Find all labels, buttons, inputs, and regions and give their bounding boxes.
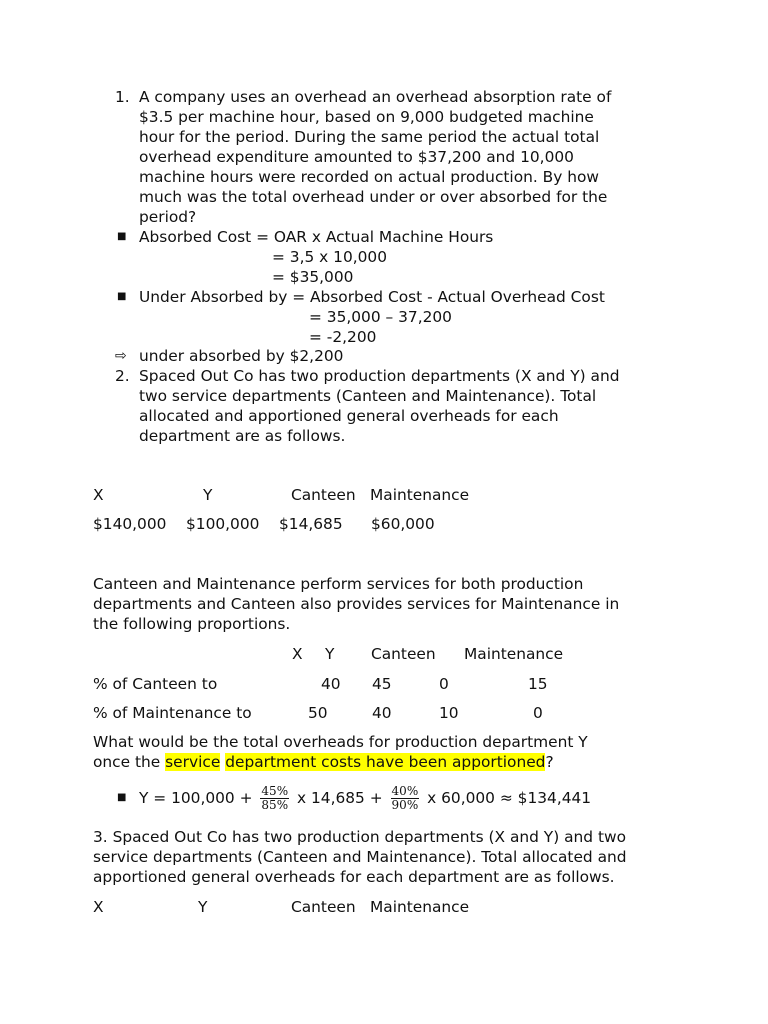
table-header: Maintenance — [464, 645, 564, 663]
question-line — [93, 752, 554, 772]
table-cell: $100,000 — [186, 515, 260, 533]
q1-text-line: much was the total overhead under or over absorbed for the — [139, 188, 608, 206]
question-text: ? — [545, 753, 554, 771]
table-cell: 40 — [321, 675, 341, 693]
question-text: once the — [93, 753, 166, 771]
formula-text: x 60,000 ≈ $134,441 — [427, 789, 592, 807]
q2-number: 2. — [115, 367, 130, 385]
q1-text-line: period? — [139, 208, 197, 226]
question-line: What would be the total overheads for production department Y — [93, 733, 588, 751]
fraction-numerator: 40% — [391, 784, 419, 798]
under-absorbed-line: Under Absorbed by = Absorbed Cost - Actual Overhead Cost — [139, 288, 605, 306]
q1-text-line: hour for the period. During the same period the actual total — [139, 128, 600, 146]
fraction-denominator: 85% — [261, 798, 289, 812]
absorbed-cost-line: Absorbed Cost = OAR x Actual Machine Hours — [139, 228, 494, 246]
highlighted-text: service — [165, 753, 221, 771]
fraction — [260, 785, 289, 812]
table-cell: 45 — [372, 675, 392, 693]
table-cell: 10 — [439, 704, 459, 722]
table-cell: 0 — [533, 704, 543, 722]
square-bullet-icon: ■ — [117, 792, 127, 803]
table-cell: $60,000 — [371, 515, 435, 533]
table-header: X — [93, 898, 104, 916]
table-cell: 15 — [528, 675, 548, 693]
absorbed-cost-line: = $35,000 — [272, 268, 354, 286]
q3-text-line: 3. Spaced Out Co has two production departments (X and Y) and two — [93, 828, 626, 846]
q1-number: 1. — [115, 88, 130, 106]
table-header: Y — [203, 486, 213, 504]
table-header: X — [93, 486, 104, 504]
formula — [139, 777, 591, 819]
absorbed-cost-line: = 3,5 x 10,000 — [272, 248, 388, 266]
q1-text-line: A company uses an overhead an overhead absorption rate of — [139, 88, 612, 106]
table-header: X — [292, 645, 303, 663]
table-header: Maintenance — [370, 898, 470, 916]
q2-text-line: department are as follows. — [139, 427, 346, 445]
under-absorbed-line: = -2,200 — [309, 328, 377, 346]
paragraph-line: the following proportions. — [93, 615, 291, 633]
paragraph-line: departments and Canteen also provides services for Maintenance in — [93, 595, 620, 613]
table-header: Canteen — [291, 486, 356, 504]
q1-text-line: overhead expenditure amounted to $37,200 and 10,000 — [139, 148, 574, 166]
table-cell: 0 — [439, 675, 449, 693]
q2-text-line: two service departments (Canteen and Maintenance). Total — [139, 387, 597, 405]
square-bullet-icon: ■ — [117, 291, 127, 302]
table-header: Y — [325, 645, 335, 663]
highlighted-text: department costs have been apportioned — [225, 753, 546, 771]
q1-text-line: $3.5 per machine hour, based on 9,000 budgeted machine — [139, 108, 594, 126]
q2-text-line: Spaced Out Co has two production departments (X and Y) and — [139, 367, 620, 385]
q1-text-line: machine hours were recorded on actual production. By how — [139, 168, 599, 186]
row-label: % of Maintenance to — [93, 704, 252, 722]
table-header: Canteen — [371, 645, 436, 663]
table-header: Maintenance — [370, 486, 470, 504]
formula-text: Y = 100,000 + — [139, 789, 253, 807]
arrow-right-icon: ⇨ — [115, 348, 127, 364]
fraction — [391, 785, 420, 812]
fraction-numerator: 45% — [261, 784, 289, 798]
q3-text-line: apportioned general overheads for each department are as follows. — [93, 868, 615, 886]
under-absorbed-line: = 35,000 – 37,200 — [309, 308, 452, 326]
table-cell: 40 — [372, 704, 392, 722]
table-cell: 50 — [308, 704, 328, 722]
table-header: Y — [198, 898, 208, 916]
q1-conclusion: under absorbed by $2,200 — [139, 347, 344, 365]
formula-text: x 14,685 + — [297, 789, 383, 807]
table-cell: $14,685 — [279, 515, 343, 533]
square-bullet-icon: ■ — [117, 231, 127, 242]
q3-text-line: service departments (Canteen and Maintenance). Total allocated and — [93, 848, 627, 866]
paragraph-line: Canteen and Maintenance perform services for both production — [93, 575, 584, 593]
fraction-denominator: 90% — [391, 798, 419, 812]
q2-text-line: allocated and apportioned general overheads for each — [139, 407, 559, 425]
row-label: % of Canteen to — [93, 675, 218, 693]
table-cell: $140,000 — [93, 515, 167, 533]
table-header: Canteen — [291, 898, 356, 916]
